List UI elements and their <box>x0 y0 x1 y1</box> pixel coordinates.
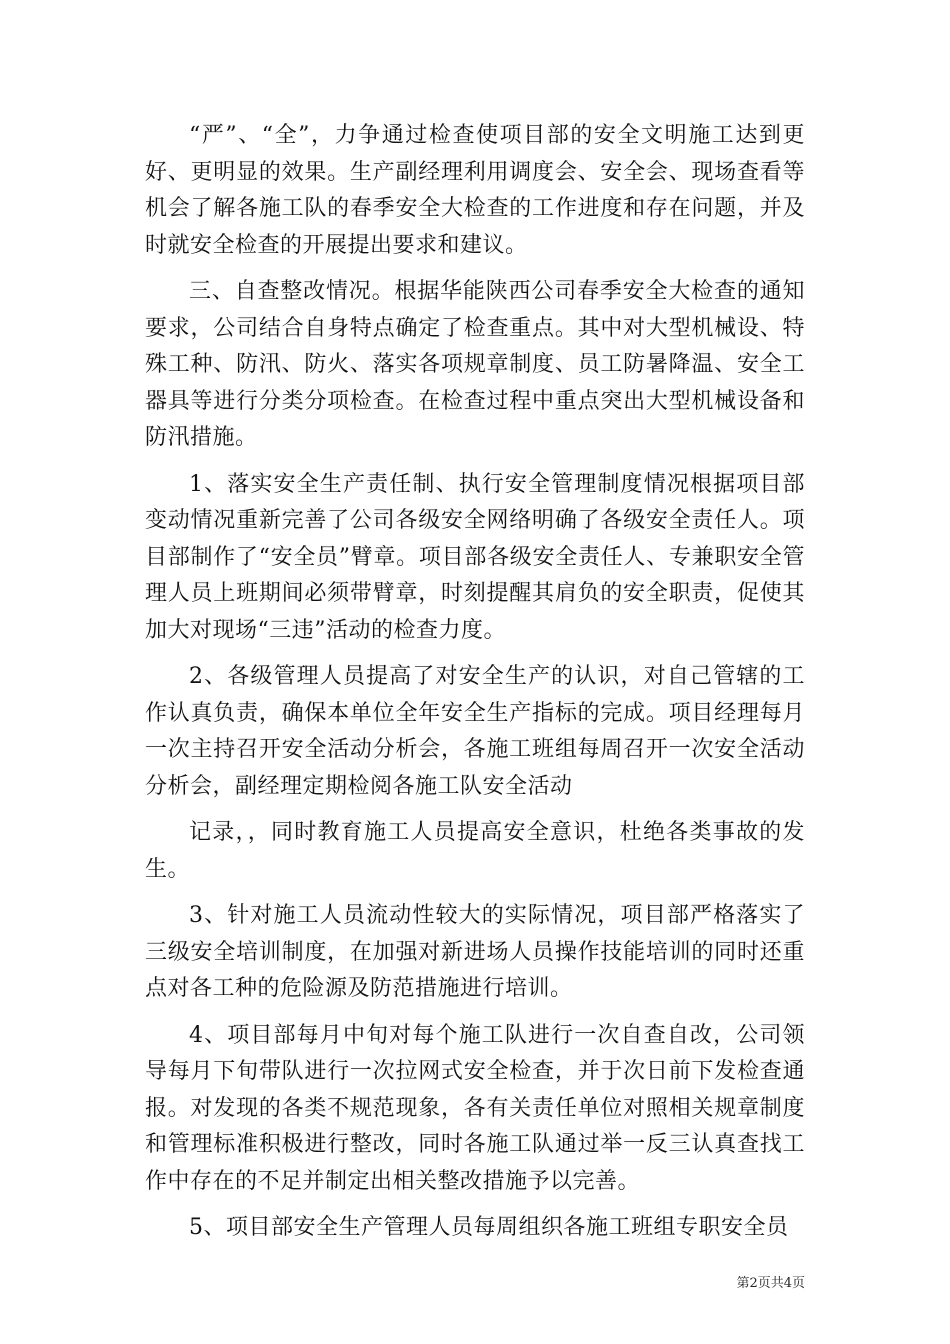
paragraph-3: 1、落实安全生产责任制、执行安全管理制度情况根据项目部变动情况重新完善了公司各级安全网络明确了各级安全责任人。项目部制作了“安全员”臂章。项目部各级安全责任人、专兼职安全管理人员上班期间必须带臂章，时刻提醒其肩负的安全职责，促使其加大对现场“三违”活动的检查力度。 <box>145 471 805 643</box>
paragraph-7: 4、项目部每月中旬对每个施工队进行一次自查自改，公司领导每月下旬带队进行一次拉网式安全检查，并于次日前下发检查通报。对发现的各类不规范现象，各有关责任单位对照相关规章制度和管理标准积极进行整改，同时各施工队通过举一反三认真查找工作中存在的不足并制定出相关整改措施予以完善。 <box>145 1022 805 1194</box>
paragraph-2: 三、自查整改情况。根据华能陕西公司春季安全大检查的通知要求，公司结合自身特点确定了检查重点。其中对大型机械设、特殊工种、防汛、防火、落实各项规章制度、员工防暑降温、安全工器具等进行分类分项检查。在检查过程中重点突出大型机械设备和防汛措施。 <box>145 279 805 450</box>
paragraph-1: “严”、“全”，力争通过检查使项目部的安全文明施工达到更好、更明显的效果。生产副经理利用调度会、安全会、现场查看等机会了解各施工队的春季安全大检查的工作进度和存在问题，并及时就安全检查的开展提出要求和建议。 <box>145 123 805 258</box>
document-body <box>145 118 805 1247</box>
paragraph-8: 5、项目部安全生产管理人员每周组织各施工班组专职安全员 <box>189 1215 789 1240</box>
paragraph-6: 3、针对施工人员流动性较大的实际情况，项目部严格落实了三级安全培训制度，在加强对新进场人员操作技能培训的同时还重点对各工种的危险源及防范措施进行培训。 <box>145 903 805 1001</box>
paragraph-4: 2、各级管理人员提高了对安全生产的认识，对自己管辖的工作认真负责，确保本单位全年安全生产指标的完成。项目经理每月一次主持召开安全活动分析会，各施工班组每周召开一次安全活动分析会，副经理定期检阅各施工队安全活动 <box>145 664 805 799</box>
paragraph-5: 记录，，同时教育施工人员提高安全意识，杜绝各类事故的发生。 <box>145 820 805 882</box>
page-number: 第2页共4页 <box>736 1276 805 1291</box>
